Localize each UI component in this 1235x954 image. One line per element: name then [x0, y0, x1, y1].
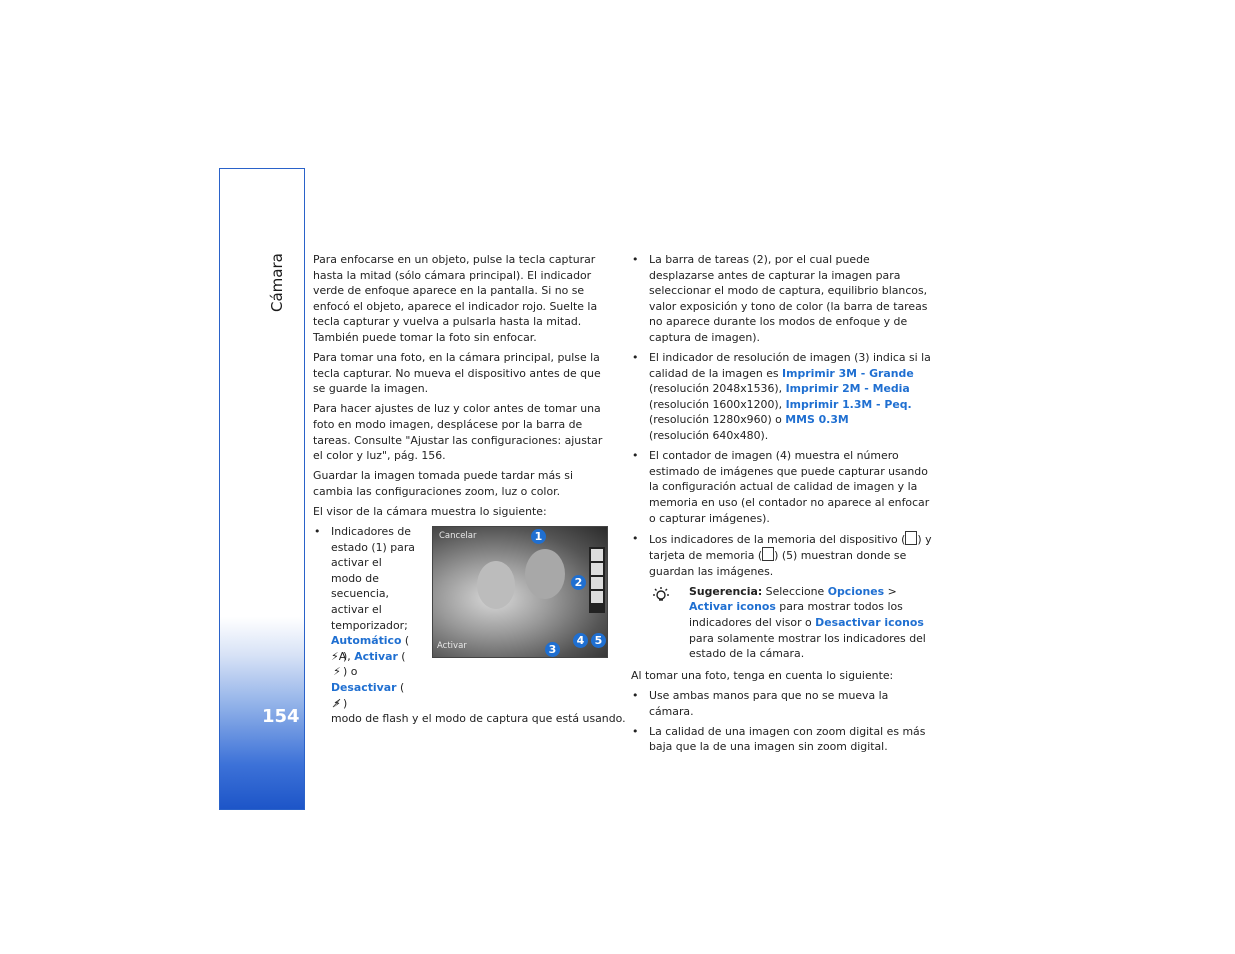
flash-off-icon: ⚡̸	[333, 696, 341, 710]
paragraph: El visor de la cámara muestra lo siguiente:	[313, 504, 547, 518]
viewfinder-toolbar	[589, 547, 605, 613]
left-column	[313, 252, 626, 726]
flash-auto-icon: ⚡A	[331, 649, 347, 663]
callout-3: 3	[545, 642, 560, 657]
device-memory-icon	[905, 531, 917, 545]
right-column	[631, 252, 935, 759]
link-imprimir-3m[interactable]: Imprimir 3M - Grande	[782, 366, 914, 380]
camera-viewfinder-image	[432, 526, 608, 658]
link-desactivar-iconos[interactable]: Desactivar iconos	[815, 616, 924, 630]
list-item: • El contador de imagen (4) muestra el número estimado de imágenes que puede capturar usando la configuración actual de calidad de imagen y la memoria en uso (el contador no aparece al enfocar o capturar imágenes).	[631, 448, 935, 526]
memory-card-icon	[762, 547, 774, 561]
person-face	[525, 549, 565, 599]
list-item: • Los indicadores de la memoria del dispositivo ( ) y tarjeta de memoria ( ) (5) muestran donde se guardan las imágenes.	[631, 531, 935, 580]
link-desactivar[interactable]: Desactivar	[331, 680, 397, 694]
flash-on-icon: ⚡	[333, 665, 341, 679]
callout-4: 4	[573, 633, 588, 648]
section-title: Cámara	[268, 253, 286, 312]
list-item: • El indicador de resolución de imagen (3) indica si la calidad de la imagen es Imprimir 3M - Grande (resolución 2048x1536), Imprimir 2M - Media (resolución 1600x1200), Imprimir 1.3M - Peq. (resolución 1280x960) o MMS 0.3M (resolución 640x480).	[631, 350, 935, 444]
callout-1: 1	[531, 529, 546, 544]
link-mms-0-3m[interactable]: MMS 0.3M	[785, 413, 849, 427]
list-item: • Use ambas manos para que no se mueva la cámara.	[631, 688, 935, 719]
paragraph: Guardar la imagen tomada puede tardar más si cambia las configuraciones zoom, luz o color.	[313, 469, 574, 498]
list-item: • La calidad de una imagen con zoom digital es más baja que la de una imagen sin zoom digital.	[631, 724, 935, 755]
list-item: • Indicadores de estado (1) para activar el modo de secuencia, activar el temporizador; Automático (⚡A), Activar (⚡ ) o Desactivar (⚡̸ ) modo de flash y el modo de captura que está usando. Cancelar Activar 1 2 3 4 5	[313, 524, 613, 692]
paragraph: Al tomar una foto, tenga en cuenta lo siguiente:	[631, 668, 894, 682]
link-opciones[interactable]: Opciones	[827, 584, 885, 598]
paragraph: Para enfocarse en un objeto, pulse la tecla capturar hasta la mitad (sólo cámara principal). El indicador verde de enfoque aparece en la pantalla. Si no se enfocó el objeto, aparece el indicador rojo. Suelte la tecla capturar y vuelva a pulsarla hasta la mitad. También puede tomar la foto sin enfocar.	[313, 253, 598, 344]
paragraph: Para hacer ajustes de luz y color antes de tomar una foto en modo imagen, desplácese por la barra de tareas. Consulte "Ajustar las configuraciones: ajustar el color y luz", pág. 156.	[313, 402, 603, 463]
person-face	[477, 561, 515, 609]
tip-label: Sugerencia:	[689, 584, 763, 598]
link-imprimir-1-3m[interactable]: Imprimir 1.3M - Peq.	[785, 397, 912, 411]
page-number: 154	[262, 706, 300, 727]
bullet-end-text: modo de flash y el modo de captura que está usando.	[331, 712, 626, 726]
activate-softkey: Activar	[437, 641, 467, 652]
link-automatico[interactable]: Automático	[331, 634, 402, 648]
link-activar[interactable]: Activar	[354, 649, 398, 663]
callout-5: 5	[591, 633, 606, 648]
paragraph: Para tomar una foto, en la cámara principal, pulse la tecla capturar. No mueva el dispositivo antes de que se guarde la imagen.	[313, 351, 601, 396]
link-activar-iconos[interactable]: Activar iconos	[689, 600, 776, 614]
lightbulb-icon	[651, 586, 671, 606]
link-imprimir-2m[interactable]: Imprimir 2M - Media	[785, 382, 910, 396]
tip-box: Sugerencia: Seleccione Opciones > Activar iconos para mostrar todos los indicadores del visor o Desactivar iconos para solamente mostrar los indicadores del estado de la cámara.	[631, 584, 935, 662]
callout-2: 2	[571, 575, 586, 590]
cancel-softkey: Cancelar	[439, 531, 477, 541]
list-item: • La barra de tareas (2), por el cual puede desplazarse antes de capturar la imagen para seleccionar el modo de captura, equilibrio blancos, valor exposición y tono de color (la barra de tareas no aparece durante los modos de enfoque y de captura de imagen).	[631, 252, 935, 346]
